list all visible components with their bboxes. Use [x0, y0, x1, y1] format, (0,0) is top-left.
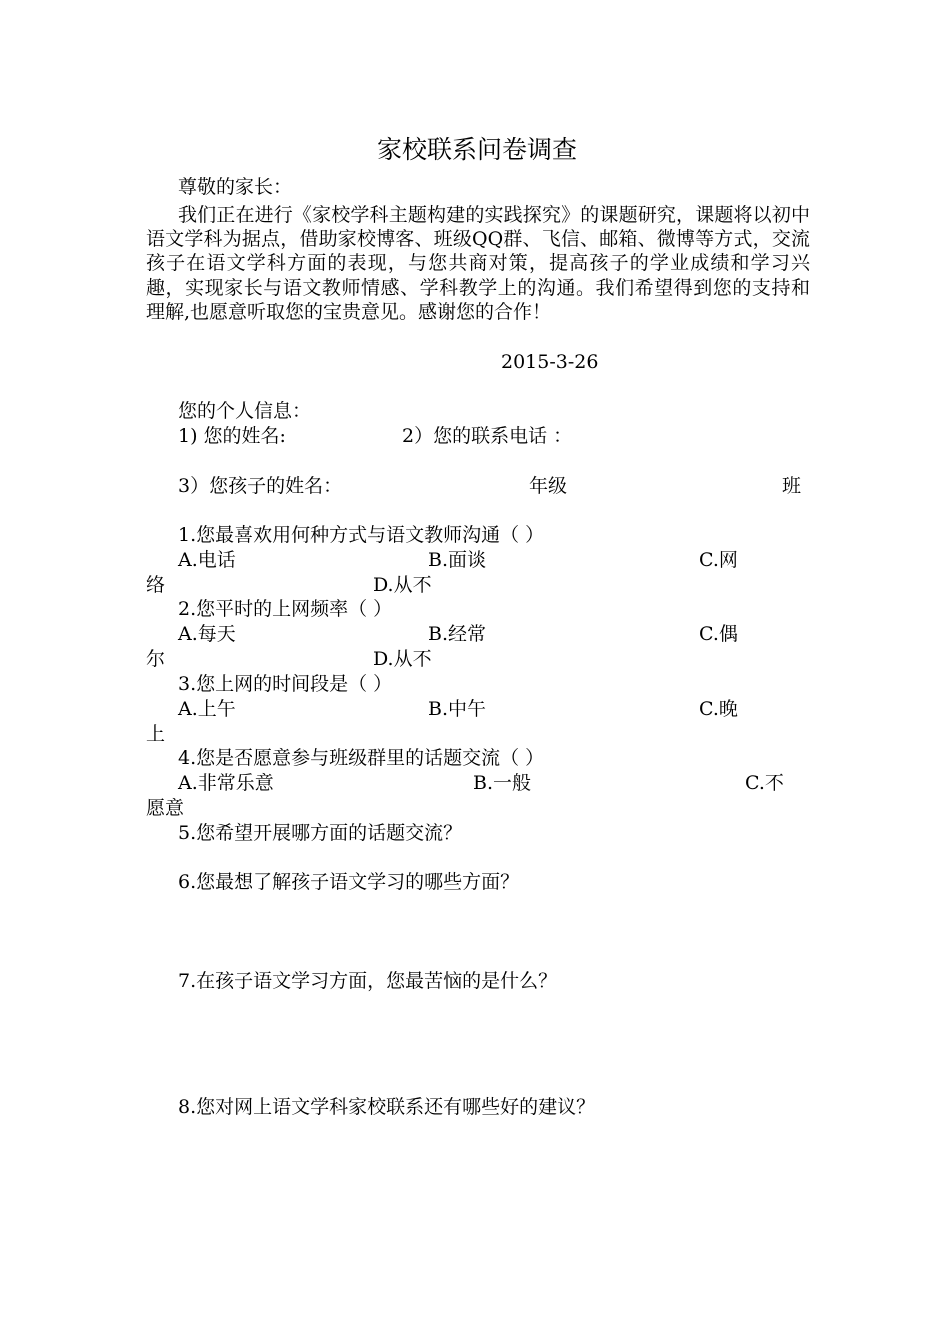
- document-title: 家校联系问卷调查: [377, 135, 578, 164]
- q3-option-c: C.晚: [699, 698, 738, 720]
- intro-paragraph: 我们正在进行《家校学科主题构建的实践探究》的课题研究，课题将以初中语文学科为据点，借助家校博客、班级QQ群、飞信、邮箱、微博等方式，交流孩子在语文学科方面的表现，与您共商对策，提高孩子的学业成绩和学习兴趣，实现家长与语文教师情感、学科教学上的沟通。我们希望得到您的支持和理解,也愿意听取您的宝贵意见。感谢您的合作！: [146, 204, 810, 323]
- q3-option-b: B.中午: [428, 698, 487, 720]
- q4-option-c-wrap: 愿意: [146, 797, 185, 819]
- q4-option-a: A.非常乐意: [178, 772, 274, 794]
- phone-label: 2）您的联系电话 ：: [402, 425, 573, 447]
- class-label: 班: [782, 475, 802, 497]
- question-3: 3.您上网的时间段是（ ）: [178, 673, 393, 695]
- q4-option-c: C.不: [745, 772, 784, 794]
- question-1: 1.您最喜欢用何种方式与语文教师沟通（ ）: [178, 524, 545, 546]
- q1-option-c-wrap: 络: [146, 574, 166, 596]
- question-2: 2.您平时的上网频率（ ）: [178, 598, 393, 620]
- q1-option-d: D.从不: [373, 574, 432, 596]
- question-4: 4.您是否愿意参与班级群里的话题交流（ ）: [178, 747, 545, 769]
- q1-option-b: B.面谈: [428, 549, 487, 571]
- name-label: 1) 您的姓名:: [178, 425, 286, 447]
- info-heading: 您的个人信息：: [178, 400, 312, 422]
- q1-option-c: C.网: [699, 549, 738, 571]
- q1-option-a: A.电话: [178, 549, 236, 571]
- question-8: 8.您对网上语文学科家校联系还有哪些好的建议？: [178, 1096, 596, 1118]
- date: 2015-3-26: [501, 351, 599, 373]
- q2-option-c: C.偶: [699, 623, 738, 645]
- q4-option-b: B.一般: [473, 772, 532, 794]
- question-6: 6.您最想了解孩子语文学习的哪些方面？: [178, 871, 520, 893]
- q2-option-a: A.每天: [178, 623, 236, 645]
- greeting: 尊敬的家长：: [178, 176, 293, 198]
- q3-option-c-wrap: 上: [146, 723, 166, 745]
- q3-option-a: A.上午: [178, 698, 236, 720]
- question-7: 7.在孩子语文学习方面，您最苦恼的是什么？: [178, 970, 558, 992]
- q2-option-c-wrap: 尔: [146, 648, 166, 670]
- question-5: 5.您希望开展哪方面的话题交流？: [178, 822, 463, 844]
- grade-label: 年级: [529, 475, 568, 497]
- child-name-label: 3）您孩子的姓名：: [178, 475, 343, 497]
- q2-option-b: B.经常: [428, 623, 487, 645]
- q2-option-d: D.从不: [373, 648, 432, 670]
